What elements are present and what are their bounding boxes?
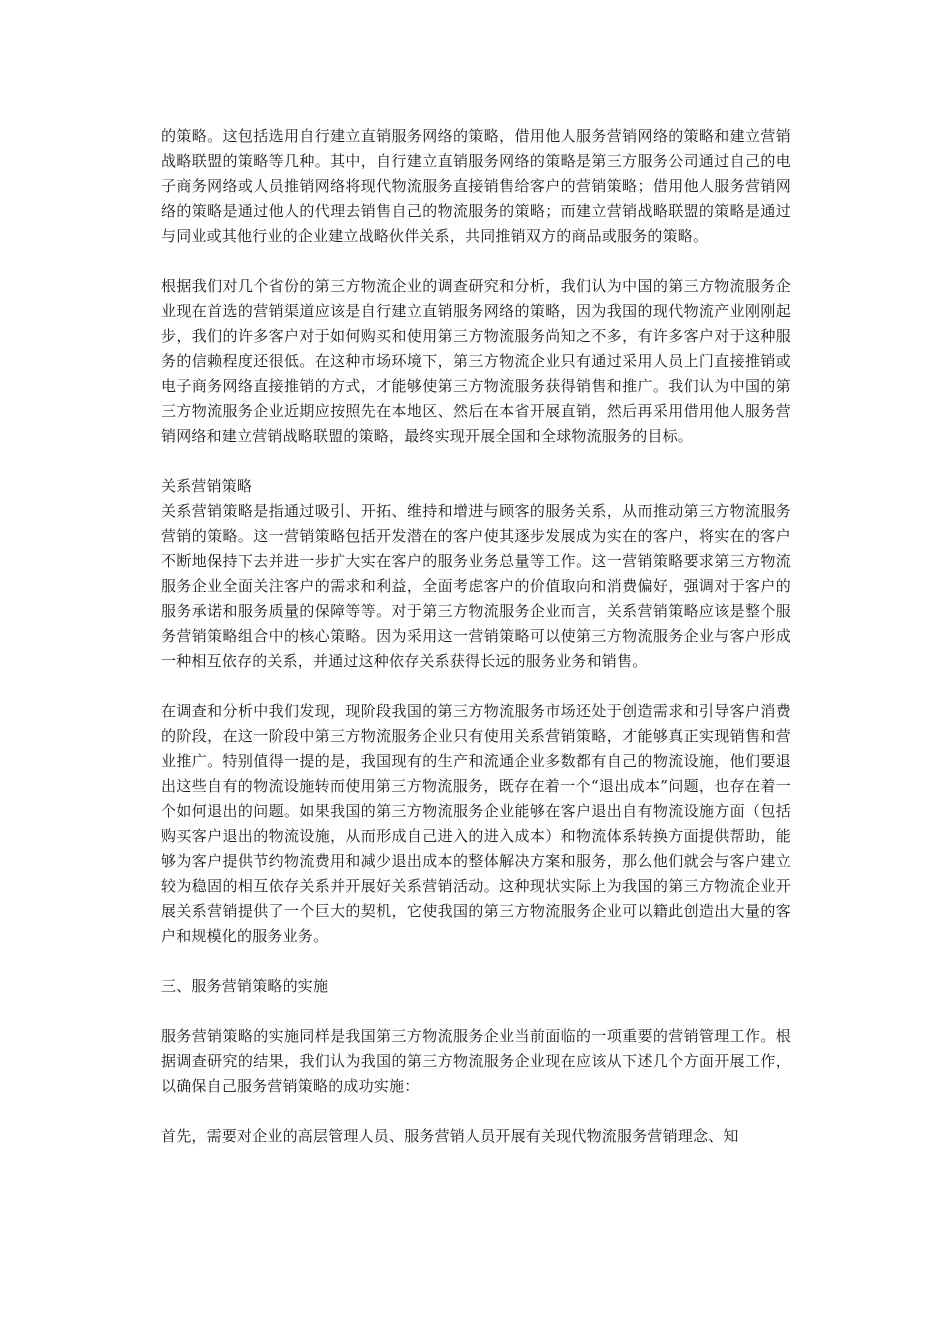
paragraph-relationship-marketing: 关系营销策略是指通过吸引、开拓、维持和增进与顾客的服务关系，从而推动第三方物流服务营销的策略。这一营销策略包括开发潜在的客户使其逐步发展成为实在的客户，将实在的客户不断地保持下去并进一步扩大实在客户的服务业务总量等工作。这一营销策略要求第三方物流服务企业全面关注客户的需求和利益，全面考虑客户的价值取向和消费偏好，强调对于客户的服务承诺和服务质量的保障等等。对于第三方物流服务企业而言，关系营销策略应该是整个服务营销策略组合中的核心策略。因为采用这一营销策略可以使第三方物流服务企业与客户形成一种相互依存的关系，并通过这种依存关系获得长远的服务业务和销售。	[161, 502, 791, 670]
section-heading-implementation: 三、服务营销策略的实施	[161, 977, 329, 995]
paragraph-channel-strategies: 的策略。这包括选用自行建立直销服务网络的策略，借用他人服务营销网络的策略和建立营销战略联盟的策略等几种。其中，自行建立直销服务网络的策略是第三方服务公司通过自己的电子商务网络或人员推销网络将现代物流服务直接销售给客户的营销策略；借用他人服务营销网络的策略是通过他人的代理去销售自己的物流服务的策略；而建立营销战略联盟的策略是通过与同业或其他行业的企业建立战略伙伴关系，共同推销双方的商品或服务的策略。	[161, 127, 791, 245]
section-heading-relationship-marketing: 关系营销策略	[161, 477, 253, 495]
paragraph-first-step: 首先，需要对企业的高层管理人员、服务营销人员开展有关现代物流服务营销理念、知	[161, 1127, 739, 1145]
section-relationship-marketing	[161, 474, 791, 674]
paragraph-market-findings: 在调查和分析中我们发现，现阶段我国的第三方物流服务市场还处于创造需求和引导客户消费的阶段，在这一阶段中第三方物流服务企业只有使用关系营销策略，才能够真正实现销售和营业推广。特别值得一提的是，我国现有的生产和流通企业多数都有自己的物流设施，他们要退出这些自有的物流设施转而使用第三方物流服务，既存在着一个“退出成本”问题，也存在着一个如何退出的问题。如果我国的第三方物流服务企业能够在客户退出自有物流设施方面（包括购买客户退出的物流设施，从而形成自己进入的进入成本）和物流体系转换方面提供帮助，能够为客户提供节约物流费用和减少退出成本的整体解决方案和服务，那么他们就会与客户建立较为稳固的相互依存关系并开展好关系营销活动。这种现状实际上为我国的第三方物流企业开展关系营销提供了一个巨大的契机，它使我国的第三方物流服务企业可以籍此创造出大量的客户和规模化的服务业务。	[161, 702, 791, 945]
paragraph-channel-recommendation: 根据我们对几个省份的第三方物流企业的调查研究和分析，我们认为中国的第三方物流服务企业现在首选的营销渠道应该是自行建立直销服务网络的策略，因为我国的现代物流产业刚刚起步，我们的许多客户对于如何购买和使用第三方物流服务尚知之不多，有许多客户对于这种服务的信赖程度还很低。在这种市场环境下，第三方物流企业只有通过采用人员上门直接推销或电子商务网络直接推销的方式，才能够使第三方物流服务获得销售和推广。我们认为中国的第三方物流服务企业近期应按照先在本地区、然后在本省开展直销，然后再采用借用他人服务营销网络和建立营销战略联盟的策略，最终实现开展全国和全球物流服务的目标。	[161, 277, 791, 445]
document-page	[161, 124, 791, 1149]
paragraph-implementation: 服务营销策略的实施同样是我国第三方物流服务企业当前面临的一项重要的营销管理工作。根据调查研究的结果，我们认为我国的第三方物流服务企业现在应该从下述几个方面开展工作，以确保自己服务营销策略的成功实施：	[161, 1027, 791, 1095]
